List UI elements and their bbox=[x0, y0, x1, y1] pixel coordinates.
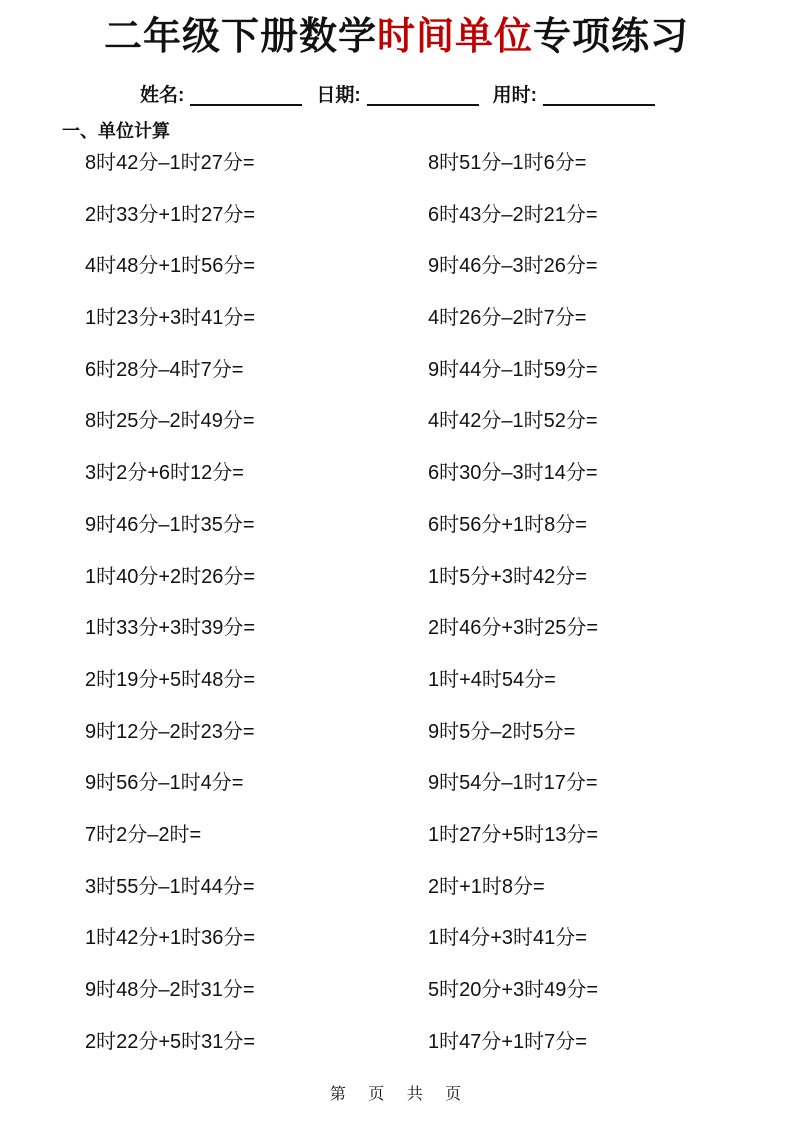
exercise-item: 9时54分–1时17分= bbox=[428, 772, 598, 795]
exercise-item: 3时2分+6时12分= bbox=[85, 462, 244, 485]
exercise-item: 1时40分+2时26分= bbox=[85, 565, 256, 588]
exercise-item: 6时43分–2时21分= bbox=[428, 203, 598, 226]
exercise-item: 4时48分+1时56分= bbox=[85, 255, 256, 278]
exercise-item: 8时51分–1时6分= bbox=[428, 152, 587, 174]
exercise-item: 2时46分+3时25分= bbox=[428, 617, 599, 640]
exercise-item: 9时46分–1时35分= bbox=[85, 513, 255, 536]
exercise-row bbox=[0, 771, 793, 823]
exercise-row bbox=[0, 565, 793, 617]
exercise-item: 9时12分–2时23分= bbox=[85, 720, 255, 743]
exercise-row bbox=[0, 1030, 793, 1082]
exercise-item: 5时20分+3时49分= bbox=[428, 979, 599, 1001]
exercise-item: 8时42分–1时27分= bbox=[85, 152, 255, 174]
exercise-item: 1时33分+3时39分= bbox=[85, 617, 256, 640]
exercise-item: 2时19分+5时48分= bbox=[85, 668, 256, 691]
exercise-row bbox=[0, 823, 793, 875]
exercise-row bbox=[0, 203, 793, 255]
date-blank bbox=[367, 88, 479, 106]
exercise-row bbox=[0, 720, 793, 772]
exercise-item: 2时+1时8分= bbox=[428, 875, 545, 898]
name-label: 姓名: bbox=[140, 85, 185, 106]
exercise-item: 9时5分–2时5分= bbox=[428, 720, 576, 743]
exercise-item: 6时56分+1时8分= bbox=[428, 513, 587, 536]
exercise-item: 3时55分–1时44分= bbox=[85, 875, 255, 898]
exercise-row bbox=[0, 254, 793, 306]
exercise-item: 4时42分–1时52分= bbox=[428, 410, 598, 433]
exercise-row bbox=[0, 978, 793, 1030]
exercise-item: 1时4分+3时41分= bbox=[428, 927, 587, 950]
exercise-row bbox=[0, 616, 793, 668]
meta-line bbox=[0, 80, 793, 107]
page-title bbox=[0, 0, 793, 60]
exercise-row bbox=[0, 926, 793, 978]
exercise-row bbox=[0, 306, 793, 358]
title-suffix: 专项练习 bbox=[533, 16, 690, 58]
section-heading: 一、单位计算 bbox=[62, 121, 170, 141]
title-prefix: 二年级下册数学 bbox=[103, 16, 377, 58]
exercise-row bbox=[0, 668, 793, 720]
exercise-item: 6时30分–3时14分= bbox=[428, 462, 598, 485]
exercise-item: 1时27分+5时13分= bbox=[428, 823, 599, 846]
exercise-row bbox=[0, 409, 793, 461]
date-label: 日期: bbox=[316, 85, 361, 106]
exercise-item: 2时22分+5时31分= bbox=[85, 1030, 256, 1053]
time-label: 用时: bbox=[492, 85, 537, 106]
exercise-row bbox=[0, 151, 793, 203]
exercise-item: 1时47分+1时7分= bbox=[428, 1030, 587, 1053]
exercise-row bbox=[0, 358, 793, 410]
exercise-row bbox=[0, 513, 793, 565]
exercise-item: 9时48分–2时31分= bbox=[85, 979, 255, 1001]
exercise-row bbox=[0, 875, 793, 927]
exercise-item: 1时+4时54分= bbox=[428, 668, 556, 691]
exercise-item: 1时23分+3时41分= bbox=[85, 307, 256, 330]
exercise-item: 9时46分–3时26分= bbox=[428, 255, 598, 278]
exercise-item: 7时2分–2时= bbox=[85, 823, 202, 846]
exercise-item: 6时28分–4时7分= bbox=[85, 358, 244, 381]
exercise-grid bbox=[0, 151, 793, 1081]
title-highlight: 时间单位 bbox=[376, 16, 533, 58]
exercise-item: 9时44分–1时59分= bbox=[428, 358, 598, 381]
exercise-item: 1时5分+3时42分= bbox=[428, 565, 587, 588]
exercise-item: 8时25分–2时49分= bbox=[85, 410, 255, 433]
exercise-item: 2时33分+1时27分= bbox=[85, 203, 256, 226]
page-footer: 第 页 共 页 bbox=[329, 1086, 464, 1103]
name-blank bbox=[190, 88, 302, 106]
exercise-item: 9时56分–1时4分= bbox=[85, 772, 244, 795]
time-blank bbox=[543, 88, 655, 106]
exercise-row bbox=[0, 461, 793, 513]
exercise-item: 4时26分–2时7分= bbox=[428, 307, 587, 330]
exercise-item: 1时42分+1时36分= bbox=[85, 927, 256, 950]
